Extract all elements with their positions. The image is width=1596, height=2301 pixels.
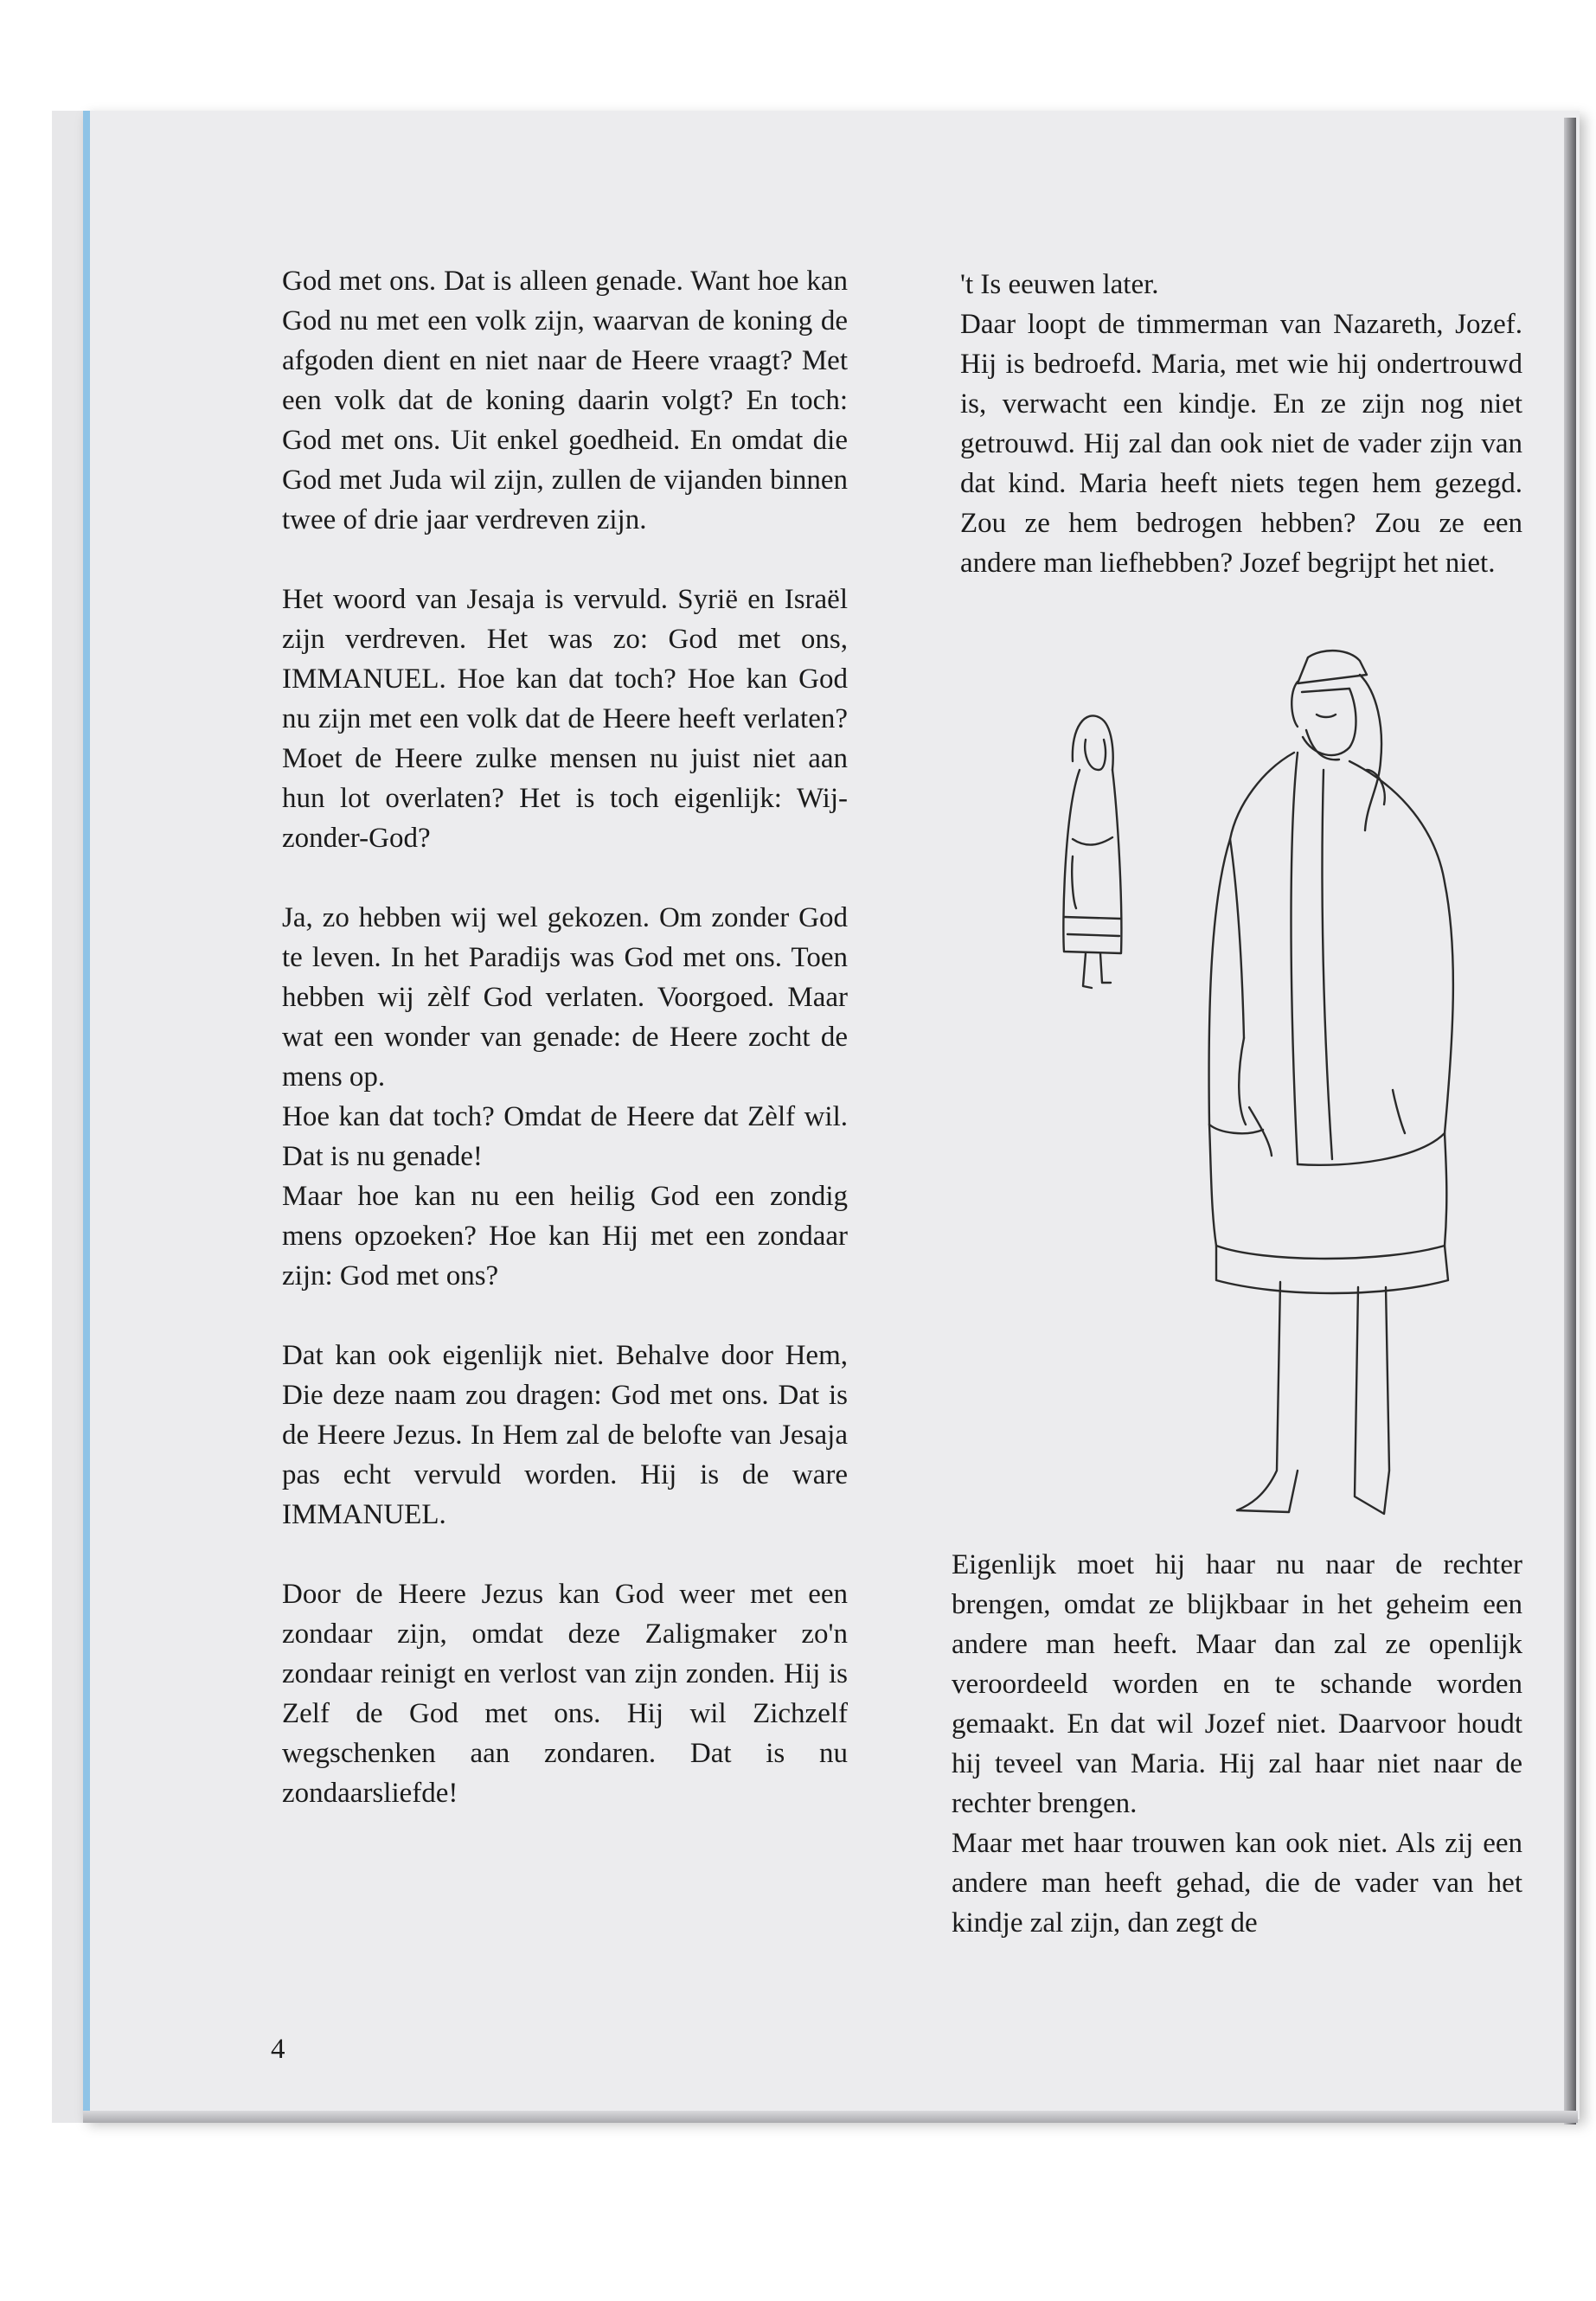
paragraph: Door de Heere Jezus kan God weer met een zondaar zijn, omdat deze Zaligmaker zo'n zondaar reinigt en verlost van zijn zonden. Hij is Zelf de God met ons. Hij wil Zichzelf wegschenken aan zondaren. Dat is nu zondaarsliefde! [282,1579,848,1809]
page-bottom-edge [83,2111,1578,2123]
paragraph: Ja, zo hebben wij wel gekozen. Om zonder God te leven. In het Paradijs was God met ons. Toen hebben wij zèlf God verlaten. Voorgoed. Maar wat een wonder van genade: de Heere zocht de mens op. [282,902,848,1093]
joseph-mary-illustration [1038,640,1488,1531]
paragraph: Maar met haar trouwen kan ook niet. Als zij een andere man heeft gehad, die de vader van het kindje zal zijn, dan zegt de [952,1828,1522,1939]
paragraph: Daar loopt de timmerman van Nazareth, Jozef. Hij is bedroefd. Maria, met wie hij ondertrouwd is, verwacht een kindje. En ze zijn nog niet getrouwd. Hij zal dan ook niet de vader zijn van dat kind. Maria heeft niets tegen hem gezegd. Zou ze hem bedrogen hebben? Zou ze een andere man liefhebben? Jozef begrijpt het niet. [960,309,1522,579]
paragraph: 't Is eeuwen later. [960,269,1159,300]
left-column [282,261,848,1813]
page-edge [1564,118,1576,2125]
paragraph: Dat kan ook eigenlijk niet. Behalve door Hem, Die deze naam zou dragen: God met ons. Dat is de Heere Jezus. In Hem zal de belofte van Jesaja pas echt vervuld worden. Hij is de ware IMMANUEL. [282,1340,848,1530]
paragraph: Het woord van Jesaja is vervuld. Syrië en Israël zijn verdreven. Het was zo: God met ons, IMMANUEL. Hoe kan dat toch? Hoe kan God nu zijn met een volk dat de Heere heeft verlaten? Moet de Heere zulke mensen nu juist niet aan hun lot overlaten? Het is toch eigenlijk: Wij-zonder-God? [282,584,848,854]
page-number: 4 [271,2034,285,2065]
right-column-bottom [952,1545,1522,1943]
paragraph: God met ons. Dat is alleen genade. Want hoe kan God nu met een volk zijn, waarvan de koning de afgoden dient en niet naar de Heere vraagt? Met een volk dat de koning daarin volgt? En toch: God met ons. Uit enkel goedheid. En omdat die God met Juda wil zijn, zullen de vijanden binnen twee of drie jaar verdreven zijn. [282,266,848,535]
paragraph: Hoe kan dat toch? Omdat de Heere dat Zèlf wil. Dat is nu genade! [282,1101,848,1172]
paragraph: Eigenlijk moet hij haar nu naar de rechter brengen, omdat ze blijkbaar in het geheim een andere man heeft. Maar dan zal ze openlijk veroordeeld worden en te schande worden gemaakt. En dat wil Jozef niet. Daarvoor houdt hij teveel van Maria. Hij zal haar niet naar de rechter brengen. [952,1549,1522,1819]
paragraph: Maar hoe kan nu een heilig God een zondig mens opzoeken? Hoe kan Hij met een zondaar zijn: God met ons? [282,1181,848,1292]
right-column-top [960,265,1522,583]
